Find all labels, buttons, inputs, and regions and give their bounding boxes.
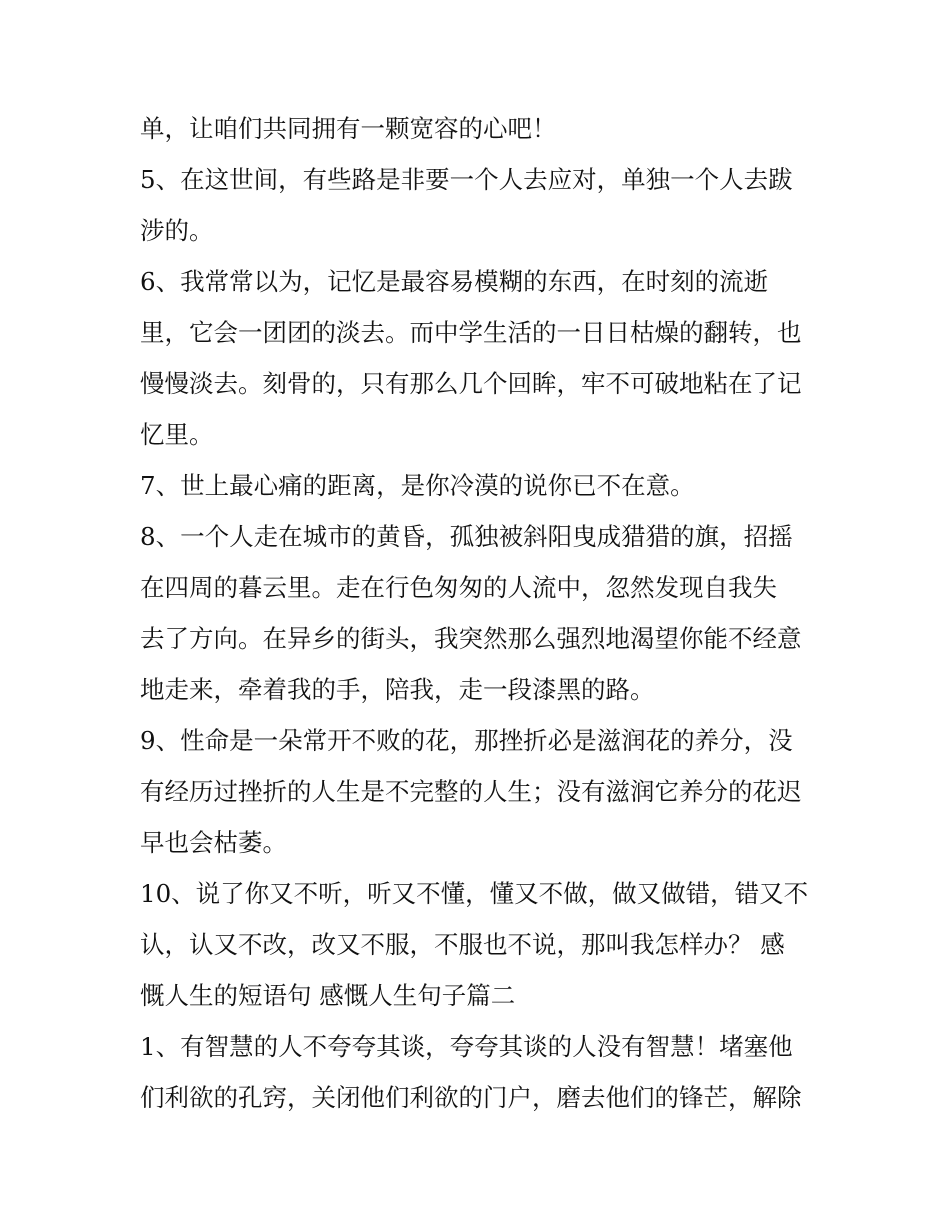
text-line: 在四周的暮云里。走在行色匆匆的人流中，忽然发现自我失	[140, 573, 777, 602]
text-line: 早也会枯萎。	[140, 828, 287, 857]
text-line: 8、一个人走在城市的黄昏，孤独被斜阳曳成猎猎的旗，招摇	[140, 522, 793, 551]
text-line: 9、性命是一朵常开不败的花，那挫折必是滋润花的养分，没	[140, 726, 793, 755]
text-line: 慢慢淡去。刻骨的，只有那么几个回眸，牢不可破地粘在了记	[140, 369, 802, 398]
text-line: 5、在这世间，有些路是非要一个人去应对，单独一个人去跋	[140, 165, 793, 194]
text-line: 单，让咱们共同拥有一颗宽容的心吧！	[140, 114, 557, 143]
text-line: 忆里。	[140, 420, 214, 449]
text-line: 地走来，牵着我的手，陪我，走一段漆黑的路。	[140, 675, 655, 704]
text-line: 1、有智慧的人不夸夸其谈，夸夸其谈的人没有智慧！堵塞他	[140, 1032, 793, 1061]
text-line: 们利欲的孔窍，关闭他们利欲的门户，磨去他们的锋芒，解除	[140, 1083, 802, 1112]
text-line: 7、世上最心痛的距离，是你冷漠的说你已不在意。	[140, 471, 695, 500]
text-line: 去了方向。在异乡的街头，我突然那么强烈地渴望你能不经意	[140, 624, 802, 653]
text-line: 涉的。	[140, 216, 214, 245]
text-line: 6、我常常以为，记忆是最容易模糊的东西，在时刻的流逝	[140, 267, 769, 296]
text-line: 里，它会一团团的淡去。而中学生活的一日日枯燥的翻转，也	[140, 318, 802, 347]
text-line: 10、说了你又不听，听又不懂，懂又不做，做又做错，错又不	[140, 879, 809, 908]
text-line: 认，认又不改，改又不服，不服也不说，那叫我怎样办？ 感	[140, 930, 785, 959]
text-line: 有经历过挫折的人生是不完整的人生；没有滋润它养分的花迟	[140, 777, 802, 806]
text-line: 慨人生的短语句 感慨人生句子篇二	[140, 981, 516, 1010]
